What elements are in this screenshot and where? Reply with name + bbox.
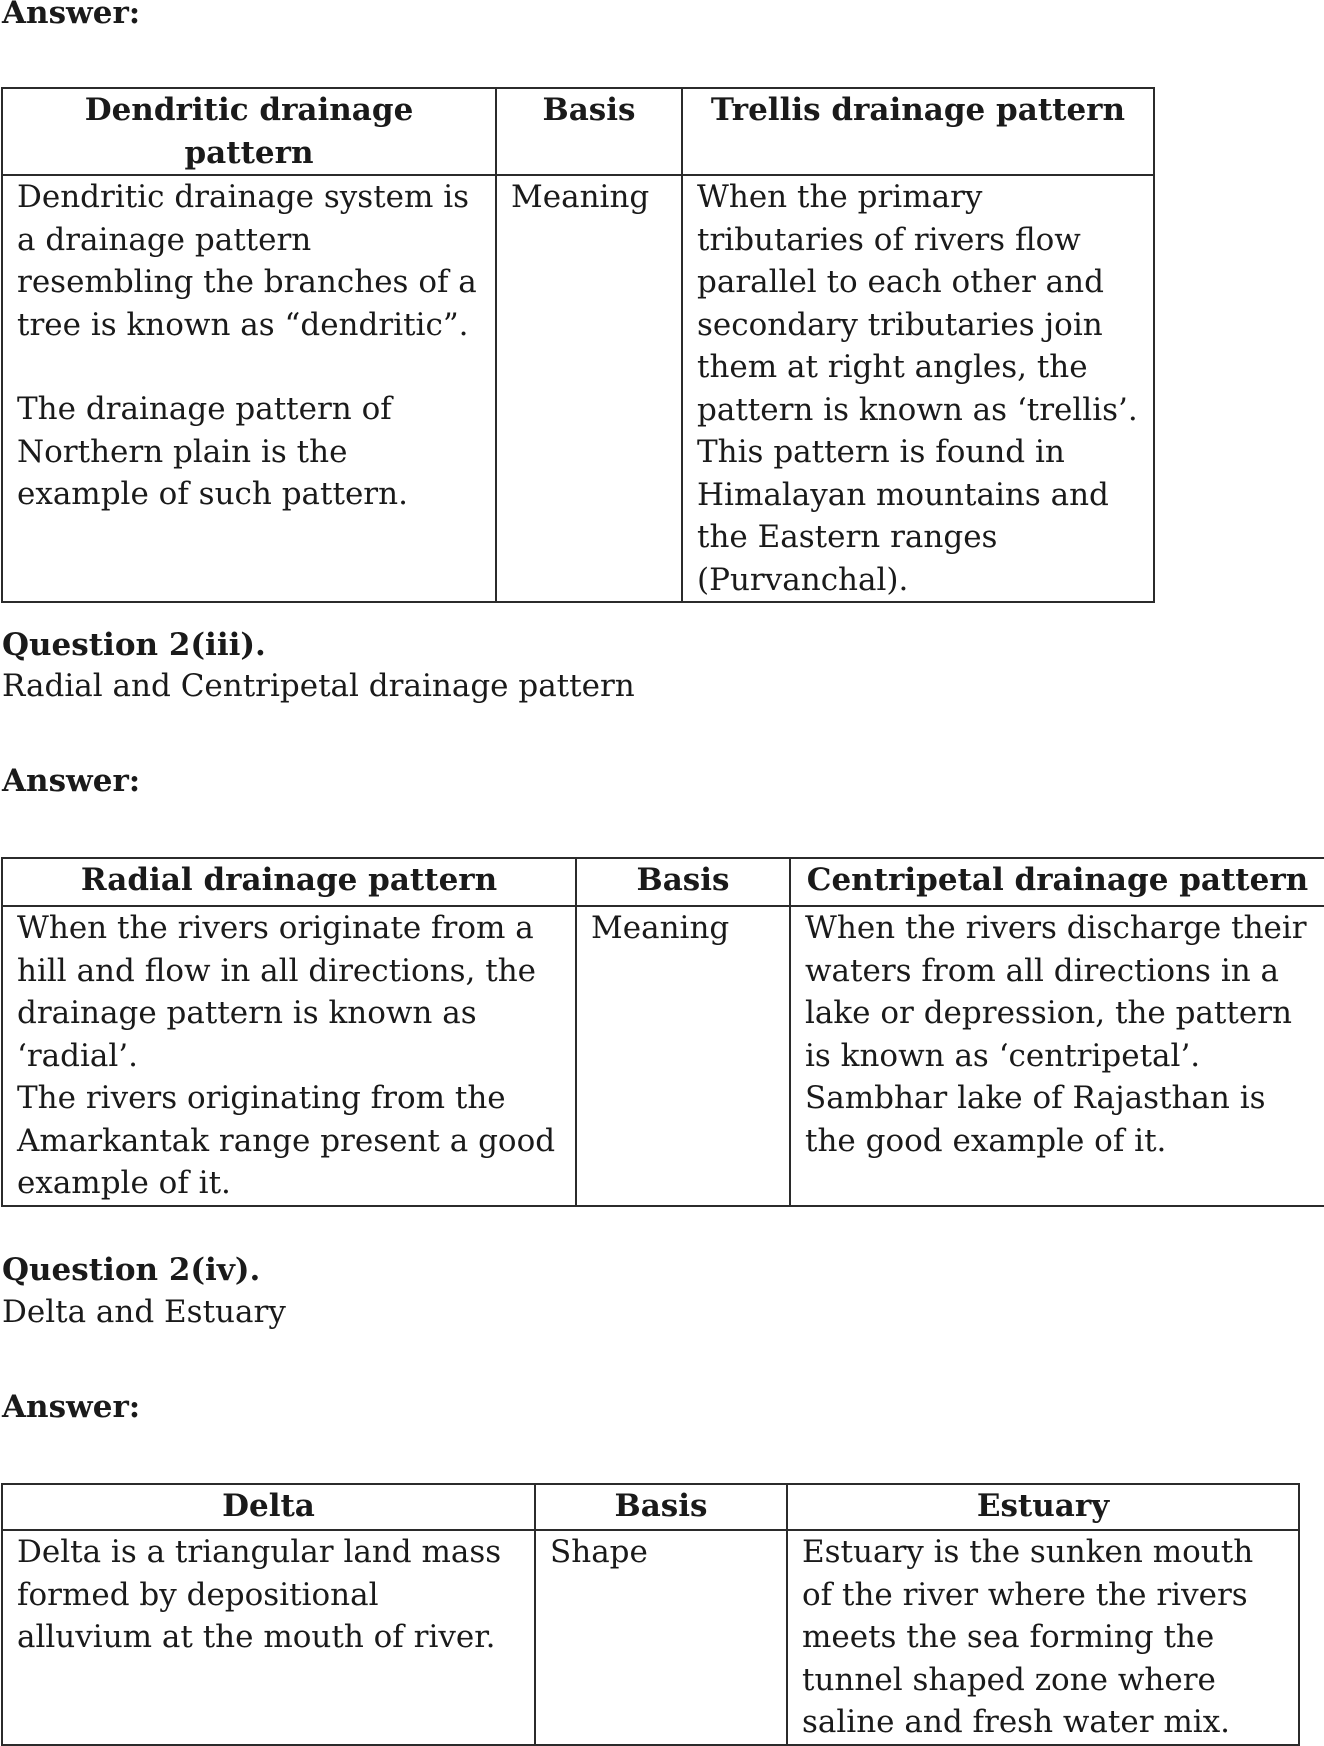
question-text: Delta and Estuary: [2, 1294, 286, 1330]
header-basis: Basis: [576, 858, 790, 906]
radial-example-text: The rivers originating from the Amarkantak range present a good example of it.: [17, 1080, 556, 1201]
header-dendritic: Dendritic drainage pattern: [2, 88, 496, 175]
header-delta: Delta: [2, 1484, 535, 1530]
answer-label: Answer:: [2, 763, 141, 799]
header-basis: Basis: [535, 1484, 787, 1530]
delta-description: Delta is a triangular land mass formed by depositional alluvium at the mouth of river.: [2, 1530, 535, 1745]
header-estuary: Estuary: [787, 1484, 1299, 1530]
dendritic-trellis-table: [1, 87, 1155, 603]
table-row: [2, 906, 1324, 1206]
header-radial: Radial drainage pattern: [2, 858, 576, 906]
header-basis: Basis: [496, 88, 682, 175]
dendritic-example-text: The drainage pattern of Northern plain is the example of such pattern.: [17, 391, 408, 512]
answer-label: Answer:: [2, 1389, 141, 1425]
basis-cell: Meaning: [576, 906, 790, 1206]
delta-estuary-table: [1, 1483, 1300, 1746]
question-title: Question 2(iv).: [2, 1252, 261, 1288]
header-trellis: Trellis drainage pattern: [682, 88, 1154, 175]
table-row: [2, 1530, 1299, 1745]
table-row: [2, 175, 1154, 602]
table-header-row: [2, 88, 1154, 175]
dendritic-meaning-text: Dendritic drainage system is a drainage pattern resembling the branches of a tree is known as “dendritic”.: [17, 179, 477, 343]
trellis-description: When the primary tributaries of rivers flow parallel to each other and secondary tributaries join them at right angles, the pattern is known as ‘trellis’. This pattern is found in Himalayan mountains and the Eastern ranges (Purvanchal).: [682, 175, 1154, 602]
radial-centripetal-table: [1, 857, 1324, 1207]
header-centripetal: Centripetal drainage pattern: [790, 858, 1324, 906]
centripetal-description: [790, 906, 1324, 1206]
estuary-description: Estuary is the sunken mouth of the river where the rivers meets the sea forming the tunnel shaped zone where saline and fresh water mix.: [787, 1530, 1299, 1745]
basis-cell: Meaning: [496, 175, 682, 602]
centripetal-meaning-text: When the rivers discharge their waters from all directions in a lake or depression, the pattern is known as ‘centripetal’.: [805, 910, 1307, 1074]
radial-meaning-text: When the rivers originate from a hill and flow in all directions, the drainage pattern is known as ‘radial’.: [17, 910, 537, 1074]
radial-description: [2, 906, 576, 1206]
table-header-row: [2, 858, 1324, 906]
centripetal-example-text: Sambhar lake of Rajasthan is the good example of it.: [805, 1080, 1266, 1159]
question-title: Question 2(iii).: [2, 627, 266, 663]
answer-label: Answer:: [2, 0, 141, 31]
dendritic-description: [2, 175, 496, 602]
table-header-row: [2, 1484, 1299, 1530]
basis-cell: Shape: [535, 1530, 787, 1745]
question-text: Radial and Centripetal drainage pattern: [2, 668, 635, 704]
